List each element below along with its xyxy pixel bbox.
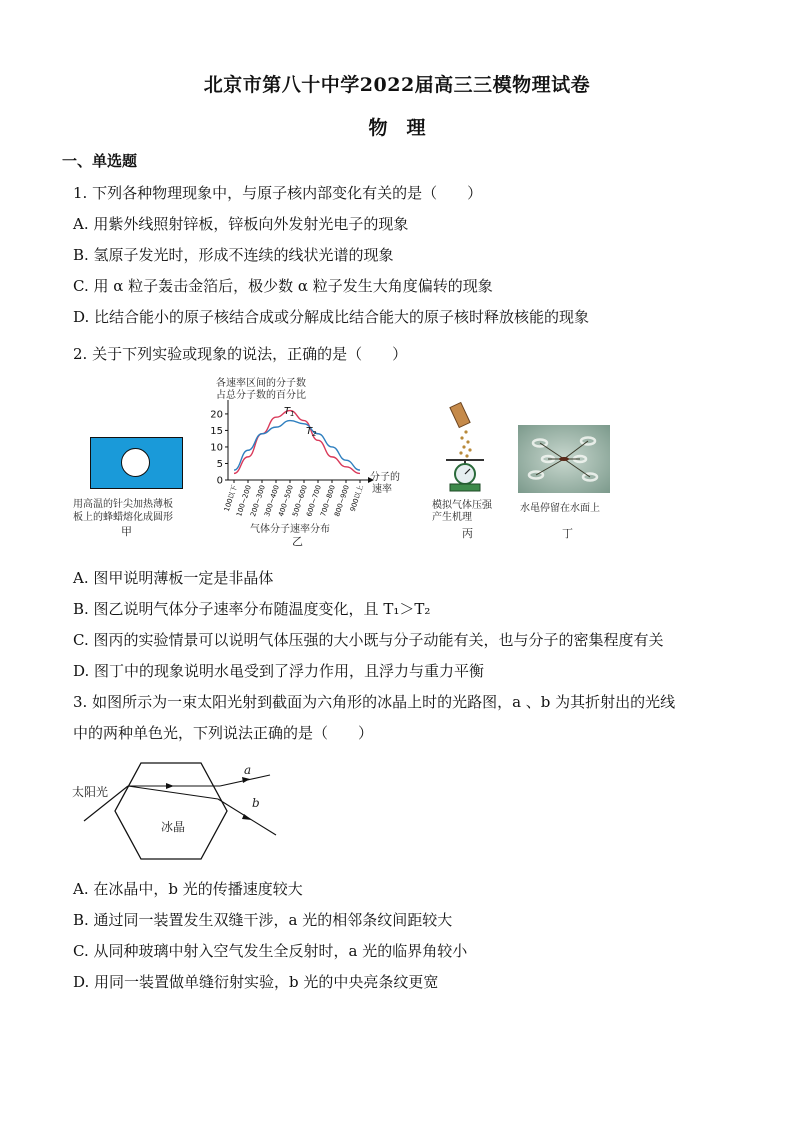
series-label-t1: $T_1$ bbox=[284, 406, 295, 418]
q3-stem-line-1: 3. 如图所示为一束太阳光射到截面为六角形的冰晶上时的光路图，a 、b 为其折射出的光线 bbox=[73, 693, 676, 711]
figure-ding bbox=[518, 425, 613, 545]
falling-beads bbox=[459, 430, 471, 457]
ice-crystal-diagram bbox=[72, 755, 312, 865]
yi-x-title-2: 速率 bbox=[372, 484, 392, 495]
q1-option-a: A. 用紫外线照射锌板，锌板向外发射光电子的现象 bbox=[73, 215, 409, 233]
figure-jia bbox=[73, 437, 183, 547]
yi-label: 乙 bbox=[292, 535, 303, 548]
bing-caption-2: 产生机理 bbox=[432, 512, 472, 523]
x-tick-label: 500~600 bbox=[291, 484, 309, 518]
q2-option-d: D. 图丁中的现象说明水黾受到了浮力作用，且浮力与重力平衡 bbox=[73, 662, 485, 680]
y-tick-label: 10 bbox=[210, 442, 223, 454]
x-tick-label: 700~800 bbox=[319, 484, 337, 518]
x-tick-label: 100以下 bbox=[222, 484, 239, 513]
figure-bing bbox=[432, 400, 512, 545]
q3-option-d: D. 用同一装置做单缝衍射实验，b 光的中央亮条纹更宽 bbox=[73, 973, 439, 991]
bead-cup bbox=[450, 402, 470, 427]
q2-option-c: C. 图丙的实验情景可以说明气体压强的大小既与分子动能有关，也与分子的密集程度有关 bbox=[73, 631, 664, 649]
q1-stem: 1. 下列各种物理现象中，与原子核内部变化有关的是（ ） bbox=[73, 184, 483, 202]
series-label-t2: $T_2$ bbox=[306, 426, 317, 438]
speed-distribution-chart bbox=[196, 374, 416, 544]
yi-y-title-1: 各速率区间的分子数 bbox=[216, 378, 306, 389]
bing-label: 丙 bbox=[462, 527, 473, 540]
y-tick-label: 5 bbox=[216, 458, 223, 470]
x-tick-label: 300~400 bbox=[263, 484, 281, 518]
wax-plate bbox=[90, 437, 183, 489]
crystal-label: 冰晶 bbox=[161, 820, 186, 834]
y-tick-label: 20 bbox=[210, 409, 223, 421]
q1-option-b: B. 氢原子发光时，形成不连续的线状光谱的现象 bbox=[73, 246, 394, 264]
q3-stem-line-2: 中的两种单色光，下列说法正确的是（ ） bbox=[73, 724, 374, 742]
subject-title: 物 理 bbox=[368, 117, 426, 139]
scale-base bbox=[450, 484, 480, 491]
jia-caption-1: 用高温的针尖加热薄板 bbox=[73, 499, 173, 510]
ding-label: 丁 bbox=[562, 527, 573, 540]
yi-y-title-2: 占总分子数的百分比 bbox=[216, 390, 306, 401]
section-heading: 一、单选题 bbox=[62, 152, 138, 170]
x-tick-label: 100~200 bbox=[235, 484, 253, 518]
x-tick-label: 900以上 bbox=[348, 484, 365, 513]
y-tick-label: 0 bbox=[216, 475, 223, 487]
page-title: 北京市第八十中学2022届高三三模物理试卷 bbox=[203, 74, 591, 96]
q1-option-c: C. 用 α 粒子轰击金箔后，极少数 α 粒子发生大角度偏转的现象 bbox=[73, 277, 493, 295]
sun-label: 太阳光 bbox=[72, 785, 109, 799]
q2-option-b: B. 图乙说明气体分子速率分布随温度变化，且 T₁＞T₂ bbox=[73, 600, 431, 618]
q2-option-a: A. 图甲说明薄板一定是非晶体 bbox=[73, 569, 274, 587]
figure-ice-crystal bbox=[72, 755, 312, 865]
x-tick-label: 800~900 bbox=[333, 484, 351, 518]
x-tick-label: 400~500 bbox=[277, 484, 295, 518]
yi-x-title-1: 分子的 bbox=[370, 472, 400, 483]
jia-label: 甲 bbox=[121, 525, 132, 538]
scale-beads-illustration bbox=[432, 400, 512, 495]
q1-option-d: D. 比结合能小的原子核结合成或分解成比结合能大的原子核时释放核能的现象 bbox=[73, 308, 590, 326]
water-strider-photo bbox=[518, 425, 610, 493]
y-tick-label: 15 bbox=[210, 425, 223, 437]
x-tick-label: 600~700 bbox=[305, 484, 323, 518]
q3-option-a: A. 在冰晶中，b 光的传播速度较大 bbox=[73, 880, 303, 898]
series-T2-line bbox=[234, 421, 360, 471]
bing-caption-1: 模拟气体压强 bbox=[432, 500, 492, 511]
q3-option-b: B. 通过同一装置发生双缝干涉，a 光的相邻条纹间距较大 bbox=[73, 911, 453, 929]
melted-wax-circle bbox=[121, 448, 150, 477]
jia-caption-2: 板上的蜂蜡熔化成圆形 bbox=[73, 512, 173, 523]
ray-a-label: a bbox=[244, 763, 252, 777]
ray-b-label: b bbox=[252, 796, 260, 810]
q2-stem: 2. 关于下列实验或现象的说法，正确的是（ ） bbox=[73, 345, 408, 363]
ding-caption: 水黾停留在水面上 bbox=[520, 503, 600, 514]
figure-yi bbox=[196, 374, 416, 548]
yi-caption: 气体分子速率分布 bbox=[250, 524, 330, 535]
hexagon-crystal bbox=[115, 763, 227, 859]
x-tick-label: 200~300 bbox=[249, 484, 267, 518]
series-T1-line bbox=[234, 411, 360, 474]
q3-option-c: C. 从同种玻璃中射入空气发生全反射时，a 光的临界角较小 bbox=[73, 942, 468, 960]
